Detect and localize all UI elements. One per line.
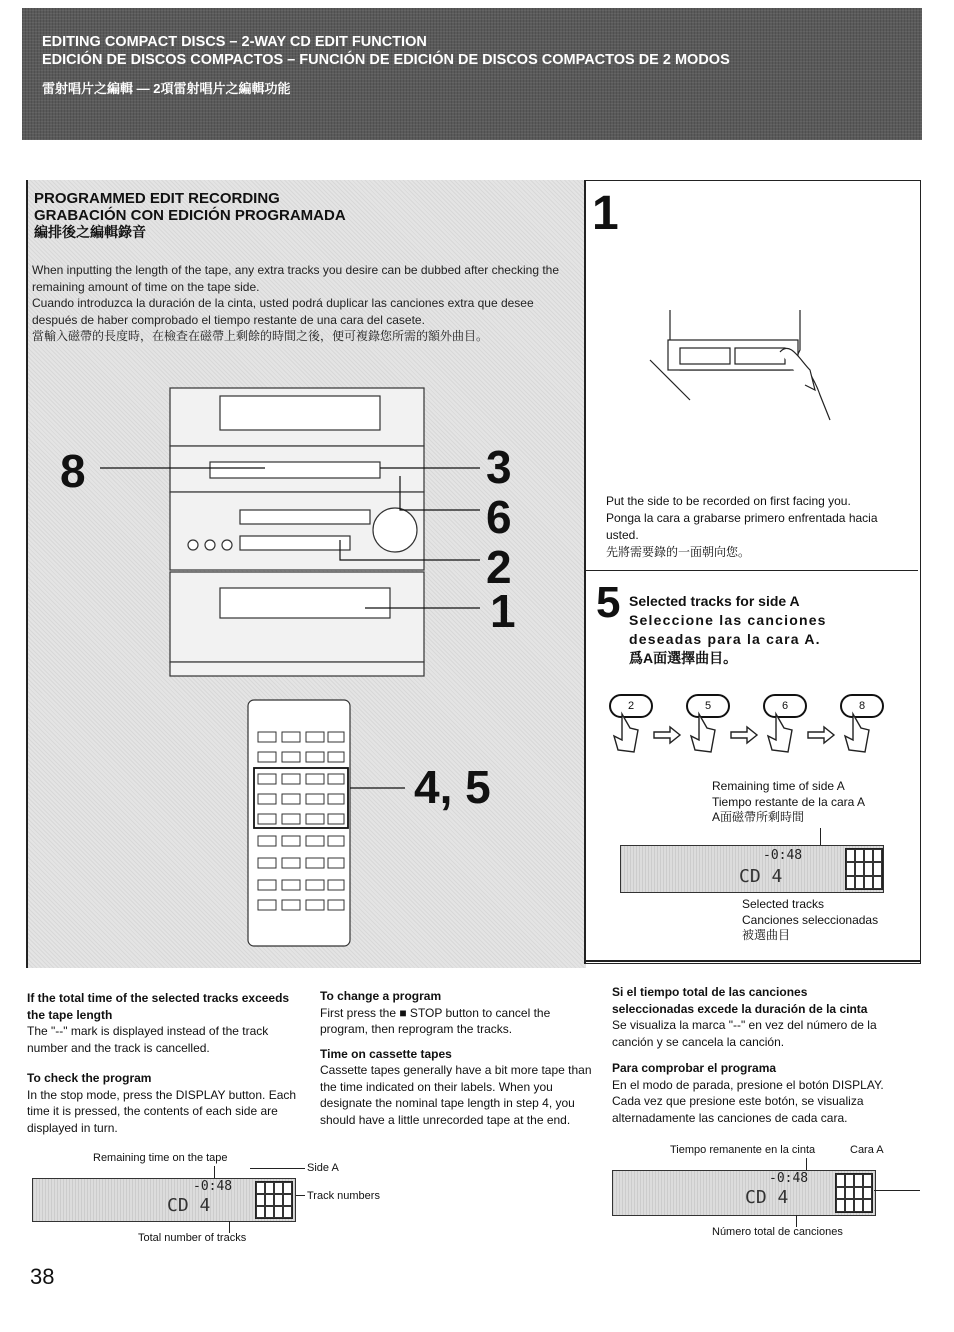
callout-2: 2 — [486, 541, 512, 593]
para-text: En el modo de parada, presione el botón DISPLAY. Cada vez que presione este botón, se visualiza alternadamente las canciones de cada cara. — [612, 1077, 884, 1125]
caption-side-a: Side A — [307, 1162, 339, 1174]
lcd-display-step5 — [620, 845, 884, 893]
lcd-display-left — [32, 1178, 296, 1222]
intro-zh: 當輸入磁帶的長度時，在檢查在磁帶上剩餘的時間之後，便可複錄您所需的額外曲目。 — [32, 329, 489, 343]
check-text: In the stop mode, press the DISPLAY button. Each time it is pressed, the contents of each side are displayed in turn. — [27, 1087, 297, 1135]
remaining-time-label — [712, 779, 865, 826]
step-5-title — [629, 592, 899, 668]
lcd-display-right — [612, 1170, 876, 1216]
step-1-zh: 先將需要錄的一面朝向您。 — [606, 545, 751, 559]
track-grid — [255, 1181, 293, 1219]
column-right — [612, 984, 884, 1126]
hand-icons — [600, 700, 900, 760]
cassette-deck-illustration — [640, 300, 840, 440]
callout-1: 1 — [490, 585, 516, 637]
para-heading: Para comprobar el programa — [612, 1061, 777, 1075]
caption-tiempo: Tiempo remanente en la cinta — [670, 1144, 816, 1156]
button-6[interactable]: 6 — [763, 694, 807, 718]
lcd-time-right: -0:48 — [769, 1171, 809, 1186]
change-heading: To change a program — [320, 989, 442, 1003]
callout-6: 6 — [486, 491, 512, 543]
remaining-es: Tiempo restante de la cara A — [712, 794, 865, 809]
remaining-en: Remaining time of side A — [712, 779, 845, 793]
section-title-es: GRABACIÓN CON EDICIÓN PROGRAMADA — [34, 207, 346, 224]
step-5-number: 5 — [596, 578, 621, 627]
callout-4-5: 4, 5 — [414, 761, 491, 813]
stereo-illustration — [60, 380, 560, 970]
selected-en: Selected tracks — [742, 897, 825, 911]
si-text: Se visualiza la marca "--" en vez del número de la canción y se cancela la canción. — [612, 1018, 877, 1049]
intro-text — [32, 262, 572, 345]
button-2[interactable]: 2 — [609, 694, 653, 718]
step-1-en: Put the side to be recorded on first facing you. — [606, 494, 851, 508]
section-title-en: PROGRAMMED EDIT RECORDING — [34, 190, 280, 207]
leader-line — [250, 1168, 305, 1169]
caption-remaining: Remaining time on the tape — [93, 1152, 228, 1164]
step-1-text — [606, 493, 906, 561]
cassette-text: Cassette tapes generally have a bit more tape than the time indicated on their labels. When you designate the nominal tape length in step 4, you should have a little unrecorded tape at the end. — [320, 1063, 592, 1127]
lcd-count-left: CD 4 — [167, 1195, 211, 1216]
lcd-time: -0:48 — [763, 848, 803, 863]
si-heading: Si el tiempo total de las canciones seleccionadas excede la duración de la cinta — [612, 985, 868, 1016]
header-title-zh: 雷射唱片之編輯 — 2項雷射唱片之編輯功能 — [42, 81, 291, 96]
check-heading: To check the program — [27, 1071, 152, 1085]
callout-3: 3 — [486, 441, 512, 493]
intro-en: When inputting the length of the tape, any extra tracks you desire can be dubbed after checking the remaining amount of time on the tape side. — [32, 263, 560, 294]
caption-total-tracks: Total number of tracks — [138, 1232, 247, 1244]
selected-es: Canciones seleccionadas — [742, 912, 879, 927]
header-title-es: EDICIÓN DE DISCOS COMPACTOS – FUNCIÓN DE EDICIÓN DE DISCOS COMPACTOS DE 2 MODOS — [42, 52, 730, 68]
intro-es: Cuando introduzca la duración de la cinta, usted podrá duplicar las canciones extra que desee después de haber comprobado el tiempo restante de una cara del casete. — [32, 296, 534, 327]
selected-tracks-label — [742, 897, 878, 944]
caption-numero: Número total de canciones — [712, 1226, 843, 1238]
header-title-en: EDITING COMPACT DISCS – 2-WAY CD EDIT FUNCTION — [42, 34, 427, 50]
divider — [584, 960, 920, 962]
step-1-number: 1 — [592, 187, 619, 240]
leader-line — [820, 828, 821, 846]
page-number: 38 — [30, 1264, 55, 1289]
exceed-heading: If the total time of the selected tracks exceeds the tape length — [27, 991, 290, 1022]
header-band — [22, 8, 922, 140]
column-left — [27, 990, 299, 1136]
step-5-zh: 爲A面選擇曲目。 — [629, 650, 738, 666]
track-grid — [835, 1173, 873, 1213]
button-8[interactable]: 8 — [840, 694, 884, 718]
lcd-time-left: -0:48 — [193, 1179, 233, 1194]
track-grid — [845, 848, 883, 890]
column-middle — [320, 988, 592, 1128]
remaining-zh: A面磁帶所剩時間 — [712, 810, 805, 824]
change-text: First press the ■ STOP button to cancel the program, then reprogram the tracks. — [320, 1005, 551, 1036]
divider — [584, 570, 918, 571]
callout-8: 8 — [60, 445, 86, 497]
step-1-es: Ponga la cara a grabarse primero enfrentada hacia usted. — [606, 511, 878, 542]
lcd-count: CD 4 — [739, 866, 783, 887]
button-5[interactable]: 5 — [686, 694, 730, 718]
section-title — [34, 190, 346, 241]
section-title-zh: 編排後之編輯錄音 — [34, 224, 146, 240]
leader-line — [874, 1190, 920, 1191]
exceed-text: The "--" mark is displayed instead of the track number and the track is cancelled. — [27, 1024, 269, 1055]
step-5-es: Seleccione las canciones deseadas para la cara A. — [629, 612, 827, 647]
step-5-en: Selected tracks for side A — [629, 593, 800, 609]
selected-zh: 被選曲目 — [742, 928, 791, 942]
caption-track-numbers: Track numbers — [307, 1190, 380, 1202]
caption-cara-a: Cara A — [850, 1144, 884, 1156]
lcd-count-right: CD 4 — [745, 1187, 789, 1208]
cassette-heading: Time on cassette tapes — [320, 1046, 452, 1061]
